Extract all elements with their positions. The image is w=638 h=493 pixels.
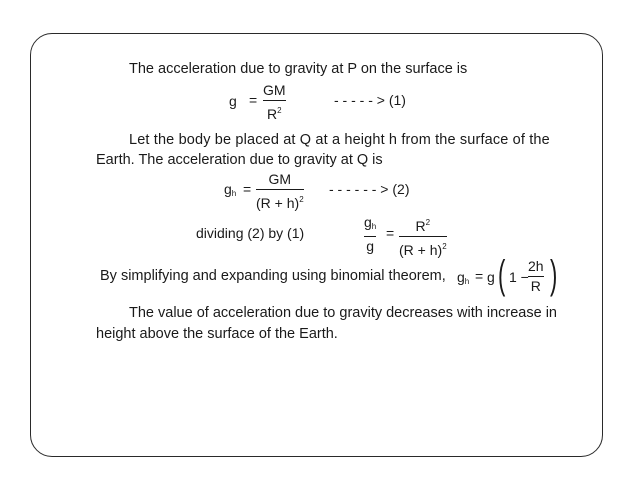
fraction-bar	[256, 189, 304, 190]
fraction-bar	[364, 236, 376, 237]
eq4-fraction	[528, 258, 544, 295]
dividing-label: dividing (2) by (1)	[196, 225, 305, 241]
eq2-equals: =	[243, 181, 252, 197]
eq3-lhs-numerator: $g_h$	[364, 214, 377, 231]
eq1-numerator: GM	[263, 82, 286, 98]
slide-card	[30, 33, 603, 457]
eq3-lhs-denominator: g	[366, 238, 375, 254]
eq4-g: g	[487, 269, 495, 285]
eq4-numerator: 2h	[528, 258, 544, 274]
eq1-fraction	[263, 82, 286, 123]
eq4-one-minus: 1 −	[509, 269, 529, 285]
fraction-bar	[528, 276, 544, 277]
para2-line1: Let the body be placed at Q at a height h from the surface of the	[129, 132, 550, 148]
simplify-text: By simplifying and expanding using binomial theorem,	[100, 268, 446, 284]
left-paren: (	[497, 253, 506, 297]
eq1-reference: - - - - - > (1)	[334, 92, 406, 108]
eq1-denominator: $R^2$	[266, 106, 282, 122]
final-line1: The value of acceleration due to gravity decreases with increase in	[129, 305, 557, 321]
eq1-equals: =	[249, 92, 258, 108]
final-line2: height above the surface of the Earth.	[96, 326, 338, 342]
fraction-bar	[399, 236, 447, 237]
eq3-equals: =	[386, 225, 395, 241]
eq4-denominator: R	[530, 278, 541, 294]
eq2-fraction	[256, 171, 304, 212]
fraction-bar	[263, 100, 286, 101]
eq2-reference: - - - - - - > (2)	[329, 181, 410, 197]
eq2-numerator: GM	[268, 171, 292, 187]
eq2-lhs: $g_h$	[224, 181, 237, 198]
eq3-rhs-numerator: $R^2$	[415, 218, 431, 234]
eq4-lhs: $g_h$	[457, 269, 470, 286]
eq4-equals: =	[475, 268, 484, 284]
eq3-rhs-denominator: $(R + h)^2$	[399, 242, 447, 258]
eq2-denominator: $(R + h)^2$	[256, 195, 304, 211]
right-paren: )	[549, 253, 558, 297]
para2-line2: Earth. The acceleration due to gravity at Q is	[96, 152, 383, 168]
eq3-rhs-fraction	[399, 214, 447, 259]
intro-text: The acceleration due to gravity at P on the surface is	[129, 61, 468, 77]
eq3-lhs-fraction	[364, 214, 376, 255]
eq1-lhs: g	[229, 93, 237, 109]
